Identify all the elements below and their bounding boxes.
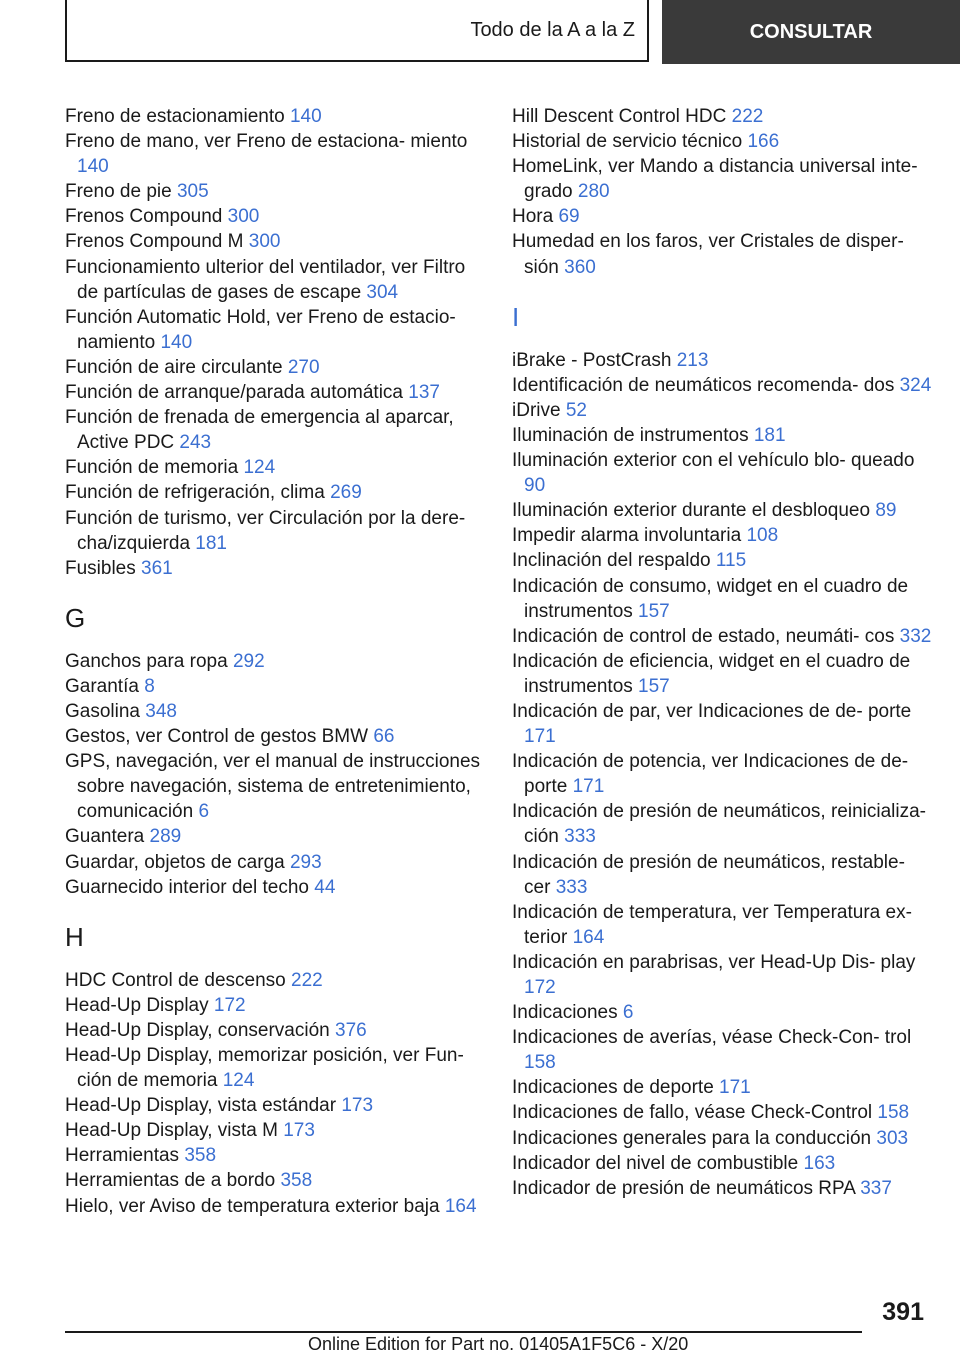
- index-entry: [65, 674, 485, 699]
- index-entry: [512, 129, 932, 154]
- page-link[interactable]: 269: [330, 482, 362, 504]
- page-link[interactable]: 124: [243, 457, 276, 479]
- index-entry-text: Indicación en parabrisas, ver Head-Up Dis- play: [512, 951, 916, 973]
- page-link[interactable]: 140: [160, 331, 193, 353]
- index-entry-text: Hora: [512, 206, 559, 228]
- page-link[interactable]: 173: [283, 1120, 315, 1142]
- index-letter-heading: G: [65, 602, 86, 633]
- index-entry: [65, 506, 485, 556]
- index-entry-text: HDC Control de descenso: [65, 969, 291, 991]
- index-entry-text: Indicación de potencia, ver Indicaciones de de- porte: [512, 751, 909, 798]
- index-entry-text: Ganchos para ropa: [65, 650, 233, 672]
- page-link[interactable]: 52: [565, 399, 587, 421]
- page-link[interactable]: 115: [715, 550, 747, 572]
- index-entry: [65, 724, 485, 749]
- index-entry-text: Indicaciones: [512, 1002, 623, 1024]
- index-entry: [65, 104, 485, 129]
- page-link[interactable]: 172: [524, 977, 556, 998]
- index-entry-text: HomeLink, ver Mando a distancia universal inte- grado: [512, 156, 918, 203]
- index-entry-text: Indicador del nivel de combustible: [512, 1152, 804, 1174]
- index-entry-text: Indicación de eficiencia, widget en el cuadro de instrumentos: [512, 650, 911, 697]
- index-entry: [65, 480, 485, 505]
- index-entry: [512, 799, 932, 849]
- index-entry-text: Herramientas: [65, 1145, 185, 1167]
- index-entry: [65, 405, 485, 455]
- index-entry-text: Iluminación exterior durante el desbloqueo: [512, 500, 876, 522]
- index-entry: [512, 204, 932, 229]
- index-entry-text: Head-Up Display, vista M: [65, 1120, 284, 1142]
- index-entry-text: Gestos, ver Control de gestos BMW: [65, 726, 374, 748]
- index-entry: [65, 1018, 485, 1043]
- index-entry-text: Indicaciones generales para la conducción: [512, 1127, 877, 1149]
- index-entry: [512, 1176, 932, 1201]
- index-entry: [65, 229, 485, 254]
- index-entry-text: Garantía: [65, 675, 145, 697]
- index-entry: [512, 699, 932, 749]
- index-entry: [512, 574, 932, 624]
- index-entry: [65, 875, 485, 900]
- index-entry-text: Indicación de consumo, widget en el cuadro de instrumentos: [512, 575, 909, 622]
- index-entry-text: Funcionamiento ulterior del ventilador, ver Filtro de partículas de gases de escape: [65, 256, 466, 303]
- index-entry: [65, 850, 485, 875]
- index-entry-text: iDrive: [512, 399, 566, 421]
- page-number: 391: [882, 1298, 924, 1326]
- index-entry: [512, 624, 932, 649]
- page-link[interactable]: 181: [753, 424, 786, 446]
- index-entry-text: Head-Up Display, conservación: [65, 1019, 335, 1041]
- index-letter-heading: H: [65, 921, 84, 952]
- page-link[interactable]: 361: [141, 557, 173, 579]
- page-link[interactable]: 66: [373, 726, 395, 748]
- index-entry-text: Función de arranque/parada automática: [65, 382, 409, 404]
- page-link[interactable]: 270: [287, 356, 320, 378]
- index-entry: [512, 850, 932, 900]
- page-link[interactable]: 137: [408, 382, 440, 404]
- page-link[interactable]: 171: [524, 726, 556, 748]
- index-entry: [512, 523, 932, 548]
- page-link[interactable]: 164: [444, 1195, 477, 1217]
- page-link[interactable]: 333: [555, 876, 588, 898]
- index-entry-text: Freno de mano, ver Freno de estaciona- miento: [65, 131, 468, 153]
- page-link[interactable]: 289: [149, 826, 182, 848]
- page-link[interactable]: 164: [572, 926, 605, 948]
- page-link[interactable]: 376: [335, 1019, 367, 1041]
- index-entry: [65, 1118, 485, 1143]
- page-link[interactable]: 181: [195, 532, 227, 554]
- index-entry-text: Iluminación exterior con el vehículo blo- queado: [512, 450, 915, 472]
- page-header: [65, 0, 960, 64]
- index-entry: [512, 348, 932, 373]
- index-entry-text: Fusibles: [65, 557, 142, 579]
- index-entry-text: Guantera: [65, 826, 150, 848]
- index-entry: [65, 824, 485, 849]
- index-entry-text: Freno de estacionamiento: [65, 106, 290, 127]
- index-column-right: [512, 104, 932, 1201]
- page-link[interactable]: 333: [564, 826, 596, 848]
- index-entry-text: Inclinación del respaldo: [512, 550, 716, 572]
- page-link[interactable]: 222: [731, 106, 764, 127]
- index-entry: [65, 255, 485, 305]
- page-link[interactable]: 140: [289, 106, 322, 127]
- index-entry-text: Historial de servicio técnico: [512, 131, 748, 153]
- page-link[interactable]: 305: [176, 181, 209, 203]
- index-entry: [512, 398, 932, 423]
- index-column-left: [65, 104, 485, 1219]
- page-link[interactable]: 360: [564, 256, 596, 278]
- index-entry: [65, 355, 485, 380]
- index-entry-text: Función Automatic Hold, ver Freno de estacio- namiento: [65, 306, 456, 353]
- page-link[interactable]: 172: [213, 994, 246, 1016]
- index-entry-text: Humedad en los faros, ver Cristales de disper- sión: [512, 231, 904, 278]
- index-entry: [512, 229, 932, 279]
- index-entry: [512, 1100, 932, 1125]
- page-link[interactable]: 213: [676, 349, 709, 371]
- index-entry-text: Head-Up Display, memorizar posición, ver Fun- ción de memoria: [65, 1045, 464, 1092]
- index-entry-text: Iluminación de instrumentos: [512, 424, 754, 446]
- index-entry-text: Indicación de control de estado, neumáti- cos: [512, 625, 900, 647]
- index-entry: [65, 129, 485, 179]
- page-link[interactable]: 6: [622, 1002, 634, 1024]
- index-entry: [512, 1000, 932, 1025]
- page-link[interactable]: 157: [638, 675, 670, 697]
- index-entry-text: Frenos Compound M: [65, 231, 249, 253]
- page-link[interactable]: 8: [144, 675, 155, 697]
- page-link[interactable]: 280: [577, 181, 610, 203]
- index-entry-text: Función de frenada de emergencia al aparcar, Active PDC: [65, 407, 454, 454]
- index-entry: [65, 968, 485, 993]
- page-link[interactable]: 44: [314, 876, 336, 898]
- page-link[interactable]: 300: [248, 231, 281, 253]
- index-entry: [512, 1025, 932, 1075]
- index-entry: [65, 993, 485, 1018]
- index-entry: [65, 1168, 485, 1193]
- index-entry-text: Indicaciones de deporte: [512, 1077, 720, 1099]
- index-entry: [512, 1075, 932, 1100]
- page-link[interactable]: 222: [291, 969, 323, 991]
- index-entry-text: Herramientas de a bordo: [65, 1170, 281, 1192]
- page-link[interactable]: 358: [184, 1145, 217, 1167]
- index-entry: [65, 749, 485, 824]
- page-link[interactable]: 337: [860, 1177, 892, 1199]
- index-entry: [512, 154, 932, 204]
- index-entry-text: Indicación de presión de neumáticos, restable- cer: [512, 851, 905, 898]
- index-entry: [512, 649, 932, 699]
- page-link[interactable]: 163: [803, 1152, 836, 1174]
- index-entry-text: Head-Up Display: [65, 994, 214, 1016]
- index-entry: [512, 548, 932, 573]
- index-entry-text: Función de memoria: [65, 457, 244, 479]
- page-link[interactable]: 243: [179, 432, 212, 454]
- page-link[interactable]: 124: [222, 1070, 255, 1092]
- index-entry-text: GPS, navegación, ver el manual de instrucciones sobre navegación, sistema de entretenimiento, comunicación: [65, 751, 481, 823]
- index-entry: [512, 749, 932, 799]
- index-entry-text: Función de aire circulante: [65, 356, 288, 378]
- page-link[interactable]: 324: [899, 374, 932, 396]
- page-link[interactable]: 166: [747, 131, 780, 153]
- page-link[interactable]: 158: [524, 1052, 556, 1074]
- index-entry: [512, 498, 932, 523]
- index-entry-text: Indicación de temperatura, ver Temperatura ex- terior: [512, 901, 912, 948]
- index-entry: [65, 305, 485, 355]
- index-entry-text: Freno de pie: [65, 181, 177, 203]
- index-entry: [512, 1151, 932, 1176]
- page-link[interactable]: 348: [145, 700, 177, 722]
- index-entry-text: Indicación de presión de neumáticos, reinicializa- ción: [512, 801, 927, 848]
- page-link[interactable]: 293: [289, 851, 322, 873]
- index-entry: [65, 455, 485, 480]
- page-link[interactable]: 89: [875, 500, 897, 522]
- index-entry: [65, 649, 485, 674]
- index-entry: [512, 448, 932, 498]
- index-entry-text: Guardar, objetos de carga: [65, 851, 290, 873]
- index-entry-text: Impedir alarma involuntaria: [512, 525, 747, 547]
- index-entry: [65, 1043, 485, 1093]
- page-link[interactable]: 140: [77, 156, 109, 178]
- index-entry: [65, 1093, 485, 1118]
- index-entry: [512, 950, 932, 1000]
- section-tab[interactable]: Todo de la A a la Z: [65, 0, 649, 62]
- index-entry-text: Frenos Compound: [65, 206, 228, 228]
- page-link[interactable]: 358: [280, 1170, 313, 1192]
- page-link[interactable]: 173: [341, 1095, 374, 1117]
- index-entry-text: Indicación de par, ver Indicaciones de de- porte: [512, 700, 912, 722]
- page-link[interactable]: 90: [524, 475, 546, 497]
- index-entry-text: Hielo, ver Aviso de temperatura exterior baja: [65, 1195, 445, 1217]
- page-link[interactable]: 69: [558, 206, 580, 228]
- index-entry: [512, 900, 932, 950]
- index-entry-text: Gasolina: [65, 700, 146, 722]
- index-entry: [512, 104, 932, 129]
- index-entry: [65, 179, 485, 204]
- footer-text: Online Edition for Part no. 01405A1F5C6 - X/20: [308, 1334, 689, 1354]
- index-entry-text: Identificación de neumáticos recomenda- dos: [512, 374, 900, 396]
- page-link[interactable]: 6: [198, 801, 210, 823]
- page-link[interactable]: 292: [232, 650, 265, 672]
- index-entry-text: Head-Up Display, vista estándar: [65, 1095, 342, 1117]
- index-entry: [512, 423, 932, 448]
- chapter-tab[interactable]: CONSULTAR: [662, 0, 960, 64]
- page-link[interactable]: 108: [746, 525, 779, 547]
- index-entry-text: Guarnecido interior del techo: [65, 876, 315, 898]
- index-entry: [65, 1194, 485, 1219]
- page-link[interactable]: 158: [877, 1102, 910, 1124]
- index-entry: [65, 204, 485, 229]
- footer-rule: [65, 1331, 862, 1333]
- page-link[interactable]: 332: [899, 625, 932, 647]
- index-letter-heading: I: [512, 301, 520, 332]
- index-entry: [512, 373, 932, 398]
- index-entry-text: Indicador de presión de neumáticos RPA: [512, 1177, 861, 1199]
- index-entry: [65, 699, 485, 724]
- index-entry-text: Función de refrigeración, clima: [65, 482, 331, 504]
- page-link[interactable]: 304: [366, 281, 399, 303]
- index-entry: [65, 380, 485, 405]
- index-entry-text: iBrake - PostCrash: [512, 349, 677, 371]
- index-entry-text: Función de turismo, ver Circulación por la dere- cha/izquierda: [65, 507, 466, 554]
- page-link[interactable]: 303: [876, 1127, 909, 1149]
- index-entry: [512, 1126, 932, 1151]
- index-entry: [65, 1143, 485, 1168]
- page-link[interactable]: 171: [572, 776, 605, 798]
- page-link[interactable]: 157: [638, 600, 670, 622]
- index-entry-text: Indicaciones de fallo, véase Check-Control: [512, 1102, 878, 1124]
- page-link[interactable]: 300: [227, 206, 260, 228]
- page-link[interactable]: 171: [719, 1077, 751, 1099]
- index-entry-text: Indicaciones de averías, véase Check-Con- trol: [512, 1027, 912, 1049]
- index-entry: [65, 556, 485, 581]
- index-entry-text: Hill Descent Control HDC: [512, 106, 732, 127]
